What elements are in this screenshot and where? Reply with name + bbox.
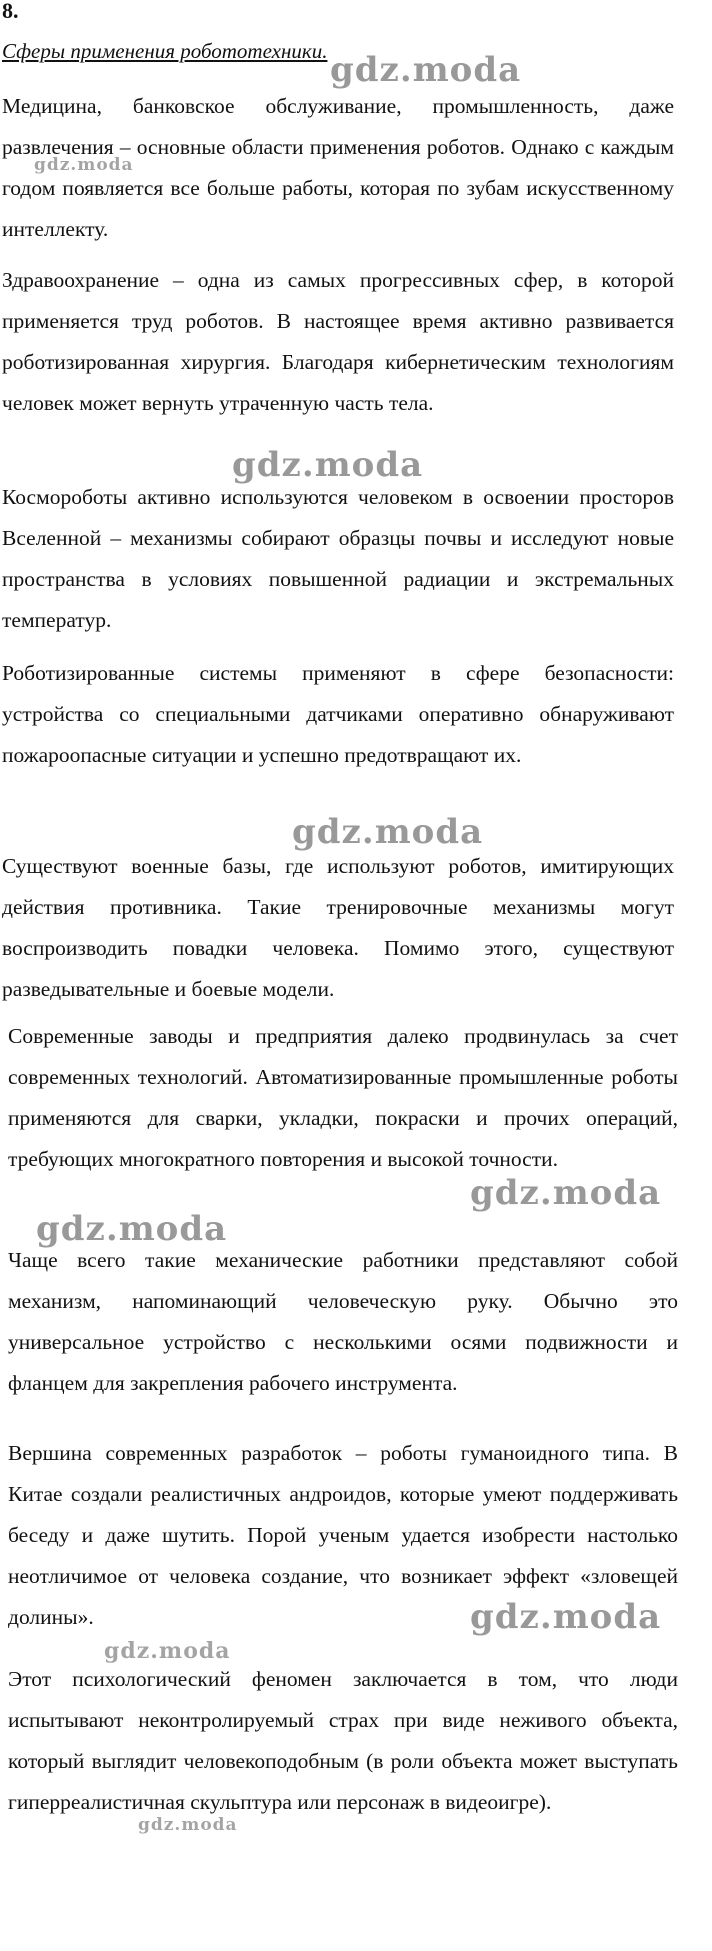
task-number: 8. (2, 0, 19, 23)
paragraph-4: Роботизированные системы применяют в сфере безопасности: устройства со специальными датчиками оперативно обнаруживают пожароопасные ситуации и успешно предотвращают их. (2, 661, 674, 767)
watermark: gdz.moda (470, 1597, 662, 1637)
paragraph-3: Космороботы активно используются человеком в освоении просторов Вселенной – механизмы собирают образцы почвы и исследуют новые пространства в условиях повышенной радиации и экстремальных температур. (2, 485, 674, 632)
watermark: gdz.moda (330, 50, 522, 90)
watermark: gdz.moda (292, 812, 484, 852)
paragraph-5: Существуют военные базы, где используют роботов, имитирующих действия противника. Такие тренировочные механизмы могут воспроизводить повадки человека. Помимо этого, существуют разведывательные и боевые модели. (2, 854, 674, 1001)
paragraph-7: Чаще всего такие механические работники представляют собой механизм, напоминающий человеческую руку. Обычно это универсальное устройство с несколькими осями подвижности и фланцем для закрепления рабочего инструмента. (8, 1248, 678, 1395)
section-heading: Сферы применения робототехники. (2, 39, 328, 63)
paragraph-2: Здравоохранение – одна из самых прогрессивных сфер, в которой применяется труд роботов. В настоящее время активно развивается роботизированная хирургия. Благодаря кибернетическим технологиям человек может вернуть утраченную часть тела. (2, 268, 674, 415)
paragraph-1: Медицина, банковское обслуживание, промышленность, даже развлечения – основные области применения роботов. Однако с каждым годом появляется все больше работы, которая по зубам искусственному интеллекту. (2, 94, 674, 241)
paragraph-8: Вершина современных разработок – роботы гуманоидного типа. В Китае создали реалистичных андроидов, которые умеют поддерживать беседу и даже шутить. Порой ученым удается изобрести настолько неотличимое от человека создание, что возникает эффект «зловещей долины». (8, 1441, 678, 1629)
watermark: gdz.moda (138, 1815, 238, 1835)
watermark: gdz.moda (34, 155, 134, 175)
paragraph-9: Этот психологический феномен заключается в том, что люди испытывают неконтролируемый страх при виде неживого объекта, который выглядит человекоподобным (в роли объекта может выступать гиперреалистичная скульптура или персонаж в видеоигре). (8, 1667, 678, 1814)
watermark: gdz.moda (104, 1638, 231, 1664)
watermark: gdz.moda (36, 1209, 228, 1249)
paragraph-6: Современные заводы и предприятия далеко продвинулась за счет современных технологий. Автоматизированные промышленные роботы применяются для сварки, укладки, покраски и прочих операций, требующих многократного повторения и высокой точности. (8, 1024, 678, 1171)
watermark: gdz.moda (232, 445, 424, 485)
watermark: gdz.moda (470, 1173, 662, 1213)
